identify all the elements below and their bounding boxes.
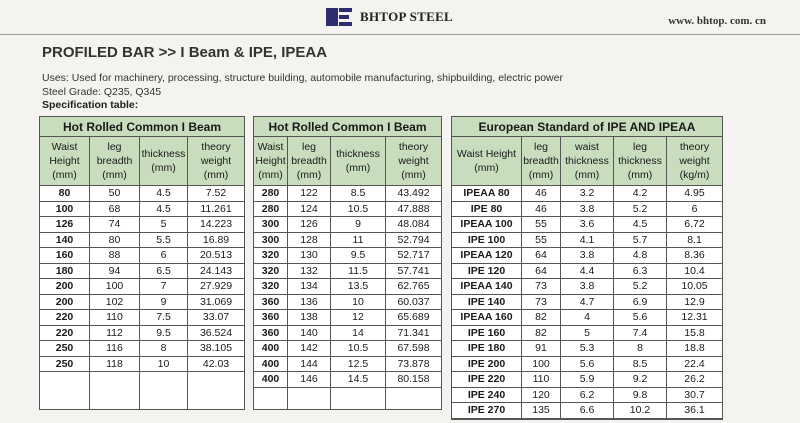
- table-cell: 10.05: [667, 279, 723, 295]
- table-cell: 5.6: [561, 356, 614, 372]
- table-cell: 11.261: [188, 201, 245, 217]
- company-logo: [326, 6, 352, 28]
- row-key-cell: IPE 120: [452, 263, 522, 279]
- row-key-cell: IPE 220: [452, 372, 522, 388]
- table-cell: 5.5: [140, 232, 188, 248]
- table-cell: 64: [522, 263, 561, 279]
- row-key-cell: 250: [40, 341, 90, 357]
- i-beam-table-2: [253, 116, 442, 410]
- row-key-cell: IPE 100: [452, 232, 522, 248]
- table-cell: 52.717: [386, 248, 442, 264]
- row-key-cell: 300: [254, 232, 288, 248]
- filler-row: [40, 372, 245, 410]
- table-row: [40, 232, 245, 248]
- row-key-cell: IPE 80: [452, 201, 522, 217]
- table-cell: 73: [522, 294, 561, 310]
- table-cell: 20.513: [188, 248, 245, 264]
- table-cell: 3.8: [561, 279, 614, 295]
- table-cell: 8.5: [331, 186, 386, 202]
- column-header: leg breadth (mm): [288, 137, 331, 186]
- table-cell: 4.5: [614, 217, 667, 233]
- row-key-cell: IPE 160: [452, 325, 522, 341]
- table-cell: 80: [90, 232, 140, 248]
- column-header: Waist Height (mm): [254, 137, 288, 186]
- column-header: leg breadth (mm): [522, 137, 561, 186]
- table-row: [452, 232, 723, 248]
- table-cell: 110: [90, 310, 140, 326]
- table-cell: 6.3: [614, 263, 667, 279]
- table-cell: 128: [288, 232, 331, 248]
- table-row: [254, 232, 442, 248]
- row-key-cell: IPE 270: [452, 403, 522, 419]
- table-row: [40, 217, 245, 233]
- table-cell: 9: [140, 294, 188, 310]
- row-key-cell: 250: [40, 356, 90, 372]
- table-cell: 74: [90, 217, 140, 233]
- table-cell: 22.4: [667, 356, 723, 372]
- table-cell: 12: [331, 310, 386, 326]
- row-key-cell: 140: [40, 232, 90, 248]
- table-cell: 5.2: [614, 279, 667, 295]
- table-cell: 14.223: [188, 217, 245, 233]
- table-row: [452, 186, 723, 202]
- column-header: theory weight (mm): [188, 137, 245, 186]
- table-cell: 12.31: [667, 310, 723, 326]
- table-cell: 134: [288, 279, 331, 295]
- spec-table-label: Specification table:: [42, 99, 139, 111]
- table-row: [254, 341, 442, 357]
- table-cell: 68: [90, 201, 140, 217]
- row-key-cell: 320: [254, 279, 288, 295]
- table-cell: 138: [288, 310, 331, 326]
- table-cell: 80.158: [386, 372, 442, 388]
- table-cell: 18.8: [667, 341, 723, 357]
- table-row: [40, 279, 245, 295]
- row-key-cell: IPE 180: [452, 341, 522, 357]
- table-cell: 33.07: [188, 310, 245, 326]
- row-key-cell: 360: [254, 294, 288, 310]
- row-key-cell: 200: [40, 294, 90, 310]
- row-key-cell: 280: [254, 201, 288, 217]
- row-key-cell: IPE 200: [452, 356, 522, 372]
- table-cell: 7.52: [188, 186, 245, 202]
- table-cell: 3.8: [561, 248, 614, 264]
- table-row: [254, 325, 442, 341]
- table-row: [254, 279, 442, 295]
- table-cell: 46: [522, 201, 561, 217]
- table-caption: Hot Rolled Common I Beam: [254, 117, 442, 137]
- table-cell: 88: [90, 248, 140, 264]
- table-cell: 14: [331, 325, 386, 341]
- table-cell: 4.5: [140, 201, 188, 217]
- table-cell: 132: [288, 263, 331, 279]
- table-cell: 82: [522, 310, 561, 326]
- row-key-cell: 400: [254, 356, 288, 372]
- table-row: [40, 325, 245, 341]
- table-caption: European Standard of IPE AND IPEAA: [452, 117, 723, 137]
- i-beam-table-1: [39, 116, 245, 410]
- row-key-cell: 320: [254, 263, 288, 279]
- table-cell: 10.4: [667, 263, 723, 279]
- table-row: [452, 356, 723, 372]
- table-cell: 27.929: [188, 279, 245, 295]
- table-cell: 38.105: [188, 341, 245, 357]
- table-cell: 8: [140, 341, 188, 357]
- table-cell: 3.6: [561, 217, 614, 233]
- row-key-cell: IPEAA 120: [452, 248, 522, 264]
- table-cell: 12.9: [667, 294, 723, 310]
- table-cell: 9.8: [614, 387, 667, 403]
- table-cell: 6.72: [667, 217, 723, 233]
- table-cell: 9: [331, 217, 386, 233]
- row-key-cell: 360: [254, 310, 288, 326]
- table-cell: 91: [522, 341, 561, 357]
- table-cell: 67.598: [386, 341, 442, 357]
- table-cell: 118: [90, 356, 140, 372]
- table-cell: 5.3: [561, 341, 614, 357]
- website-url[interactable]: www. bhtop. com. cn: [668, 15, 766, 27]
- row-key-cell: IPE 140: [452, 294, 522, 310]
- table-row: [452, 372, 723, 388]
- column-header: Waist Height (mm): [40, 137, 90, 186]
- table-row: [40, 294, 245, 310]
- table-row: [452, 310, 723, 326]
- table-row: [452, 325, 723, 341]
- brand-header: [326, 6, 453, 28]
- table-cell: 122: [288, 186, 331, 202]
- table-cell: 3.2: [561, 186, 614, 202]
- table-cell: 55: [522, 232, 561, 248]
- table-cell: 55: [522, 217, 561, 233]
- table-row: [452, 294, 723, 310]
- table-cell: 124: [288, 201, 331, 217]
- column-header: thickness (mm): [331, 137, 386, 186]
- table-cell: 47.888: [386, 201, 442, 217]
- table-cell: 7.5: [140, 310, 188, 326]
- row-key-cell: IPE 240: [452, 387, 522, 403]
- table-cell: 42.03: [188, 356, 245, 372]
- table-cell: 4.7: [561, 294, 614, 310]
- table-cell: 4.8: [614, 248, 667, 264]
- table-cell: 11: [331, 232, 386, 248]
- table-cell: 4.95: [667, 186, 723, 202]
- table-cell: 15.8: [667, 325, 723, 341]
- table-cell: 126: [288, 217, 331, 233]
- row-key-cell: 400: [254, 372, 288, 388]
- table-cell: 6.2: [561, 387, 614, 403]
- table-cell: 9.5: [331, 248, 386, 264]
- table-cell: 50: [90, 186, 140, 202]
- page-title: PROFILED BAR >> I Beam & IPE, IPEAA: [42, 44, 328, 61]
- table-row: [452, 403, 723, 419]
- table-cell: 140: [288, 325, 331, 341]
- row-key-cell: 320: [254, 248, 288, 264]
- table-cell: 100: [90, 279, 140, 295]
- table-cell: 9.5: [140, 325, 188, 341]
- table-cell: 6.5: [140, 263, 188, 279]
- table-row: [452, 279, 723, 295]
- filler-row: [452, 418, 723, 419]
- row-key-cell: 126: [40, 217, 90, 233]
- table-cell: 4.1: [561, 232, 614, 248]
- table-cell: 82: [522, 325, 561, 341]
- table-cell: 5.6: [614, 310, 667, 326]
- row-key-cell: 300: [254, 217, 288, 233]
- table-row: [452, 248, 723, 264]
- table-row: [254, 356, 442, 372]
- table-cell: 144: [288, 356, 331, 372]
- table-cell: 10: [140, 356, 188, 372]
- table-cell: 10.5: [331, 201, 386, 217]
- table-cell: 5: [561, 325, 614, 341]
- table-row: [254, 310, 442, 326]
- table-cell: 46: [522, 186, 561, 202]
- table-cell: 3.8: [561, 201, 614, 217]
- table-cell: 4.4: [561, 263, 614, 279]
- table-cell: 5.7: [614, 232, 667, 248]
- table-row: [254, 186, 442, 202]
- table-row: [40, 356, 245, 372]
- uses-text: Uses: Used for machinery, processing, structure building, automobile manufacturing, shipbuilding, electric power: [42, 72, 563, 84]
- table-cell: 102: [90, 294, 140, 310]
- table-cell: 9.2: [614, 372, 667, 388]
- steel-grade-text: Steel Grade: Q235, Q345: [42, 86, 162, 98]
- row-key-cell: IPEAA 140: [452, 279, 522, 295]
- row-key-cell: 160: [40, 248, 90, 264]
- table-cell: 26.2: [667, 372, 723, 388]
- table-cell: 16.89: [188, 232, 245, 248]
- ipe-ipeaa-table: [451, 116, 723, 420]
- table-cell: 130: [288, 248, 331, 264]
- table-cell: 36.1: [667, 403, 723, 419]
- table-cell: 64: [522, 248, 561, 264]
- table-row: [254, 263, 442, 279]
- table-cell: 71.341: [386, 325, 442, 341]
- table-cell: 4: [561, 310, 614, 326]
- table-cell: 43.492: [386, 186, 442, 202]
- column-header: theory weight (kg/m): [667, 137, 723, 186]
- table-cell: 6: [140, 248, 188, 264]
- table-cell: 8: [614, 341, 667, 357]
- table-row: [452, 387, 723, 403]
- table-cell: 135: [522, 403, 561, 419]
- table-cell: 31.069: [188, 294, 245, 310]
- table-cell: 7.4: [614, 325, 667, 341]
- table-cell: 30.7: [667, 387, 723, 403]
- table-cell: 10: [331, 294, 386, 310]
- table-cell: 8.36: [667, 248, 723, 264]
- table-cell: 110: [522, 372, 561, 388]
- column-header: thickness (mm): [140, 137, 188, 186]
- column-header: leg breadth (mm): [90, 137, 140, 186]
- table-cell: 65.689: [386, 310, 442, 326]
- table-row: [40, 186, 245, 202]
- table-cell: 120: [522, 387, 561, 403]
- row-key-cell: 80: [40, 186, 90, 202]
- row-key-cell: IPEAA 100: [452, 217, 522, 233]
- table-cell: 8.1: [667, 232, 723, 248]
- table-row: [40, 248, 245, 264]
- table-cell: 48.084: [386, 217, 442, 233]
- table-cell: 5.2: [614, 201, 667, 217]
- table-row: [254, 372, 442, 388]
- table-cell: 73: [522, 279, 561, 295]
- table-cell: 100: [522, 356, 561, 372]
- table-row: [254, 217, 442, 233]
- table-cell: 60.037: [386, 294, 442, 310]
- table-row: [452, 341, 723, 357]
- table-cell: 112: [90, 325, 140, 341]
- column-header: Waist Height (mm): [452, 137, 522, 186]
- table-row: [40, 201, 245, 217]
- table-cell: 8.5: [614, 356, 667, 372]
- table-cell: 62.765: [386, 279, 442, 295]
- row-key-cell: 200: [40, 279, 90, 295]
- table-cell: 24.143: [188, 263, 245, 279]
- table-cell: 146: [288, 372, 331, 388]
- table-cell: 14.5: [331, 372, 386, 388]
- table-cell: 142: [288, 341, 331, 357]
- table-row: [254, 294, 442, 310]
- table-row: [40, 310, 245, 326]
- row-key-cell: IPEAA 160: [452, 310, 522, 326]
- table-row: [254, 248, 442, 264]
- table-row: [452, 263, 723, 279]
- table-cell: 12.5: [331, 356, 386, 372]
- table-cell: 6.9: [614, 294, 667, 310]
- row-key-cell: 220: [40, 325, 90, 341]
- row-key-cell: 220: [40, 310, 90, 326]
- row-key-cell: 360: [254, 325, 288, 341]
- table-cell: 4.2: [614, 186, 667, 202]
- brand-name: BHTOP STEEL: [360, 9, 454, 24]
- table-cell: 57.741: [386, 263, 442, 279]
- table-cell: 36.524: [188, 325, 245, 341]
- table-cell: 13.5: [331, 279, 386, 295]
- row-key-cell: 180: [40, 263, 90, 279]
- table-row: [40, 263, 245, 279]
- filler-row: [254, 387, 442, 410]
- table-cell: 4.5: [140, 186, 188, 202]
- table-cell: 10.2: [614, 403, 667, 419]
- table-cell: 116: [90, 341, 140, 357]
- table-row: [254, 201, 442, 217]
- table-cell: 6: [667, 201, 723, 217]
- table-row: [452, 217, 723, 233]
- row-key-cell: 100: [40, 201, 90, 217]
- table-row: [452, 201, 723, 217]
- table-cell: 5: [140, 217, 188, 233]
- table-cell: 73.878: [386, 356, 442, 372]
- table-cell: 52.794: [386, 232, 442, 248]
- row-key-cell: 280: [254, 186, 288, 202]
- table-cell: 10.5: [331, 341, 386, 357]
- column-header: leg thickness (mm): [614, 137, 667, 186]
- table-cell: 6.6: [561, 403, 614, 419]
- row-key-cell: IPEAA 80: [452, 186, 522, 202]
- table-cell: 11.5: [331, 263, 386, 279]
- table-cell: 7: [140, 279, 188, 295]
- table-cell: 136: [288, 294, 331, 310]
- column-header: waist thickness (mm): [561, 137, 614, 186]
- column-header: theory weight (mm): [386, 137, 442, 186]
- table-caption: Hot Rolled Common I Beam: [40, 117, 245, 137]
- table-row: [40, 341, 245, 357]
- header-divider: [0, 34, 800, 35]
- table-cell: 5.9: [561, 372, 614, 388]
- row-key-cell: 400: [254, 341, 288, 357]
- table-cell: 94: [90, 263, 140, 279]
